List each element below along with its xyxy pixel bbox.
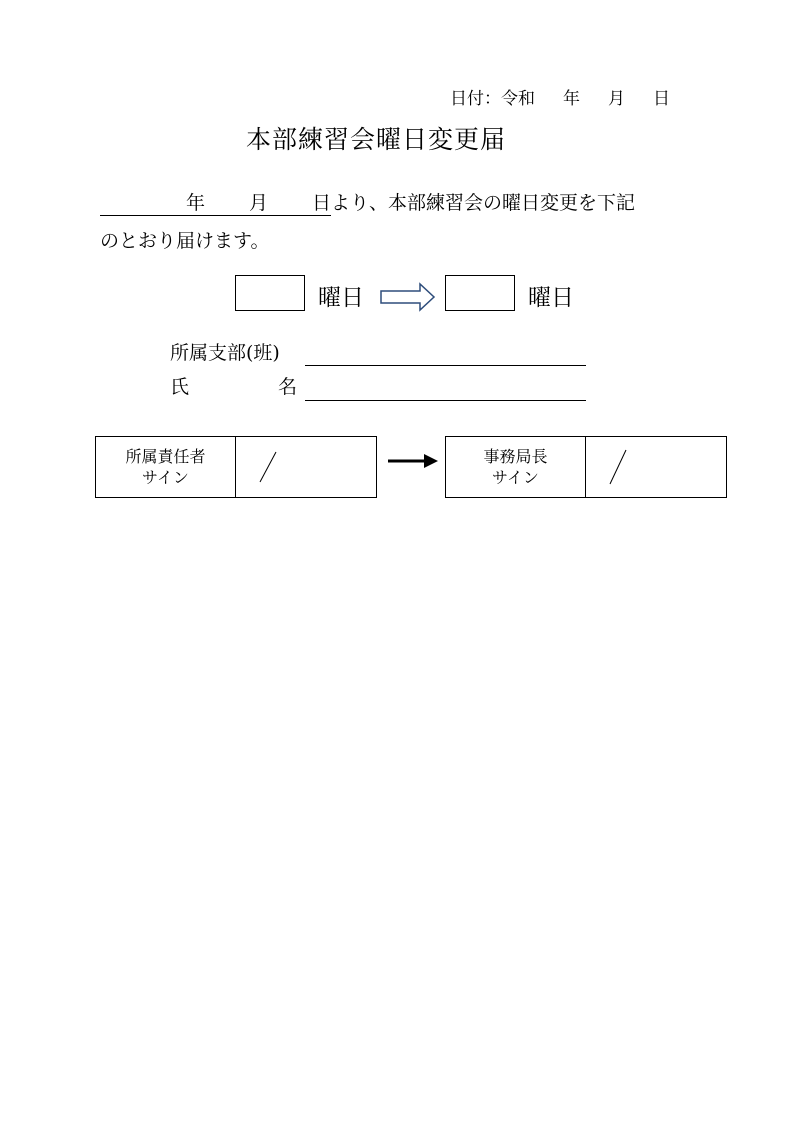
name-label-second-char: 名 bbox=[278, 376, 298, 398]
secretary-general-label-line1: 事務局長 bbox=[483, 447, 548, 466]
body-day-label: 日 bbox=[312, 192, 332, 214]
secretary-general-sign-label bbox=[446, 437, 586, 497]
from-weekday-box[interactable] bbox=[235, 275, 305, 311]
name-input-line[interactable] bbox=[305, 400, 586, 401]
affiliation-label: 所属支部(班) bbox=[170, 342, 280, 364]
affiliation-manager-sign-label bbox=[96, 437, 236, 497]
date-year-label: 年 bbox=[563, 89, 580, 109]
body-month-label: 月 bbox=[249, 192, 269, 214]
body-line-1 bbox=[100, 188, 635, 216]
date-month-label: 月 bbox=[608, 89, 625, 109]
affiliation-manager-label-line2: サイン bbox=[142, 468, 189, 487]
to-weekday-label: 曜日 bbox=[528, 285, 574, 311]
approval-flow-arrow-icon bbox=[386, 452, 440, 470]
date-day-label: 日 bbox=[653, 89, 670, 109]
name-label-first-char: 氏 bbox=[170, 376, 190, 398]
document-title: 本部練習会曜日変更届 bbox=[245, 125, 506, 154]
date-prefix: 日付：令和 bbox=[450, 89, 535, 109]
from-weekday-label: 曜日 bbox=[318, 285, 364, 311]
secretary-general-sign-table bbox=[445, 436, 727, 498]
affiliation-input-line[interactable] bbox=[305, 365, 586, 366]
affiliation-manager-sign-field[interactable] bbox=[236, 437, 376, 497]
body-line-2: のとおり届けます。 bbox=[100, 230, 270, 252]
to-weekday-box[interactable] bbox=[445, 275, 515, 311]
date-blank-underline bbox=[100, 188, 331, 216]
body-line-1-text: より、本部練習会の曜日変更を下記 bbox=[331, 192, 636, 214]
affiliation-manager-sign-table bbox=[95, 436, 377, 498]
change-arrow-icon bbox=[380, 282, 436, 312]
affiliation-manager-label-line1: 所属責任者 bbox=[125, 447, 206, 466]
body-year-label: 年 bbox=[186, 192, 206, 214]
date-line bbox=[450, 84, 670, 109]
slash-icon bbox=[608, 449, 628, 485]
secretary-general-label-line2: サイン bbox=[492, 468, 539, 487]
slash-icon bbox=[258, 451, 278, 483]
secretary-general-sign-field[interactable] bbox=[586, 437, 726, 497]
